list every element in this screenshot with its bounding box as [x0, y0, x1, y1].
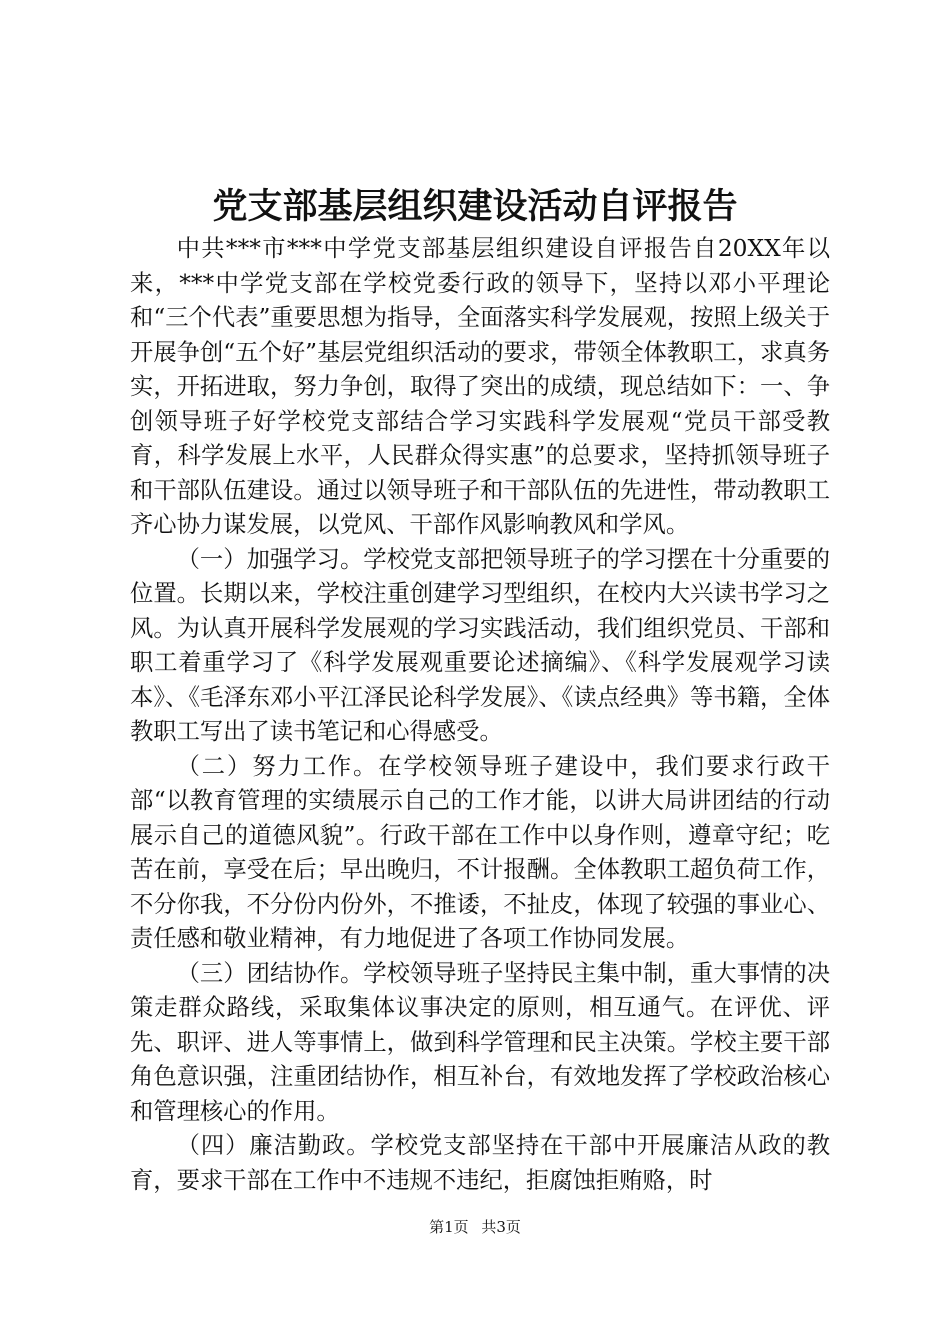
- paragraph-integrity: （四）廉洁勤政。学校党支部坚持在干部中开展廉洁从政的教育，要求干部在工作中不违规不违纪，拒腐蚀拒贿赂，时: [130, 1132, 830, 1194]
- page-number: 第1页: [429, 1218, 469, 1236]
- page-footer: [0, 1216, 950, 1238]
- page-total: 共3页: [481, 1218, 521, 1236]
- document-title: 党支部基层组织建设活动自评报告: [212, 186, 738, 227]
- document-body: [130, 232, 830, 1198]
- paragraph-intro: 中共***市***中学党支部基层组织建设自评报告自20XX年以来，***中学党支部在学校党委行政的领导下，坚持以邓小平理论和“三个代表”重要思想为指导，全面落实科学发展观，按照上级关于开展争创“五个好”基层党组织活动的要求，带领全体教职工，求真务实，开拓进取，努力争创，取得了突出的成绩，现总结如下：一、争创领导班子好学校党支部结合学习实践科学发展观“党员干部受教育，科学发展上水平，人民群众得实惠”的总要求，坚持抓领导班子和干部队伍建设。通过以领导班子和干部队伍的先进性，带动教职工齐心协力谋发展，以党风、干部作风影响教风和学风。: [130, 235, 830, 538]
- paragraph-work: （二）努力工作。在学校领导班子建设中，我们要求行政干部“以教育管理的实绩展示自己的工作才能，以讲大局讲团结的行动展示自己的道德风貌”。行政干部在工作中以身作则，遵章守纪；吃苦在前，享受在后；早出晚归，不计报酬。全体教职工超负荷工作，不分你我，不分份内份外，不推诿，不扯皮，体现了较强的事业心、责任感和敬业精神，有力地促进了各项工作协同发展。: [130, 752, 830, 952]
- paragraph-study: （一）加强学习。学校党支部把领导班子的学习摆在十分重要的位置。长期以来，学校注重创建学习型组织，在校内大兴读书学习之风。为认真开展科学发展观的学习实践活动，我们组织党员、干部和职工着重学习了《科学发展观重要论述摘编》、《科学发展观学习读本》、《毛泽东邓小平江泽民论科学发展》、《读点经典》等书籍，全体教职工写出了读书笔记和心得感受。: [130, 545, 830, 745]
- paragraph-unity: （三）团结协作。学校领导班子坚持民主集中制，重大事情的决策走群众路线，采取集体议事决定的原则，相互通气。在评优、评先、职评、进人等事情上，做到科学管理和民主决策。学校主要干部角色意识强，注重团结协作，相互补台，有效地发挥了学校政治核心和管理核心的作用。: [130, 959, 830, 1125]
